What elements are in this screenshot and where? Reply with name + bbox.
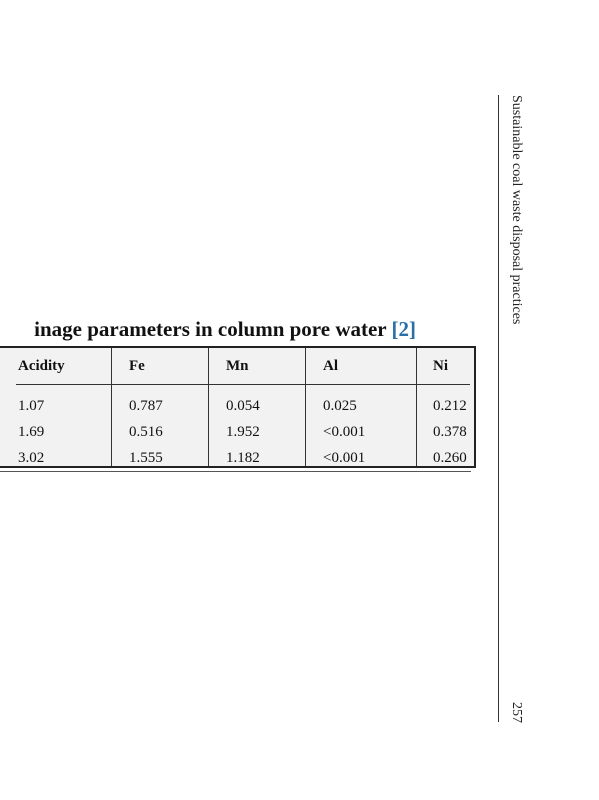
column-header-fe: Fe: [129, 358, 145, 374]
table-cell: 1.69: [18, 424, 45, 440]
column-divider: [208, 348, 209, 466]
table-cell: 0.516: [129, 424, 163, 440]
table-caption: [0, 314, 470, 344]
column-header-ni: Ni: [433, 358, 448, 374]
data-table: [0, 346, 476, 468]
table-cell: 1.182: [226, 450, 260, 466]
running-head: Sustainable coal waste disposal practices: [509, 95, 524, 325]
column-header-al: Al: [323, 358, 338, 374]
citation-link[interactable]: [2]: [391, 317, 416, 341]
column-header-mn: Mn: [226, 358, 249, 374]
table-cell: 0.378: [433, 424, 467, 440]
column-divider: [416, 348, 417, 466]
table-cell: 3.02: [18, 450, 45, 466]
table-cell: 0.787: [129, 398, 163, 414]
table-cell: 0.260: [433, 450, 467, 466]
table-cell: 0.212: [433, 398, 467, 414]
table-cell: <0.001: [323, 424, 366, 440]
caption-text: inage parameters in column pore water: [34, 317, 387, 341]
table-cell: 0.054: [226, 398, 260, 414]
table-bottom-rule: [0, 471, 471, 472]
margin-rule: [498, 95, 499, 722]
column-header-acidity: Acidity: [18, 358, 65, 374]
header-rule: [16, 384, 470, 385]
table-cell: 1.07: [18, 398, 45, 414]
table-cell: <0.001: [323, 450, 366, 466]
page-number: 257: [509, 702, 524, 723]
table-cell: 1.952: [226, 424, 260, 440]
column-divider: [305, 348, 306, 466]
table-cell: 1.555: [129, 450, 163, 466]
column-divider: [111, 348, 112, 466]
table-cell: 0.025: [323, 398, 357, 414]
